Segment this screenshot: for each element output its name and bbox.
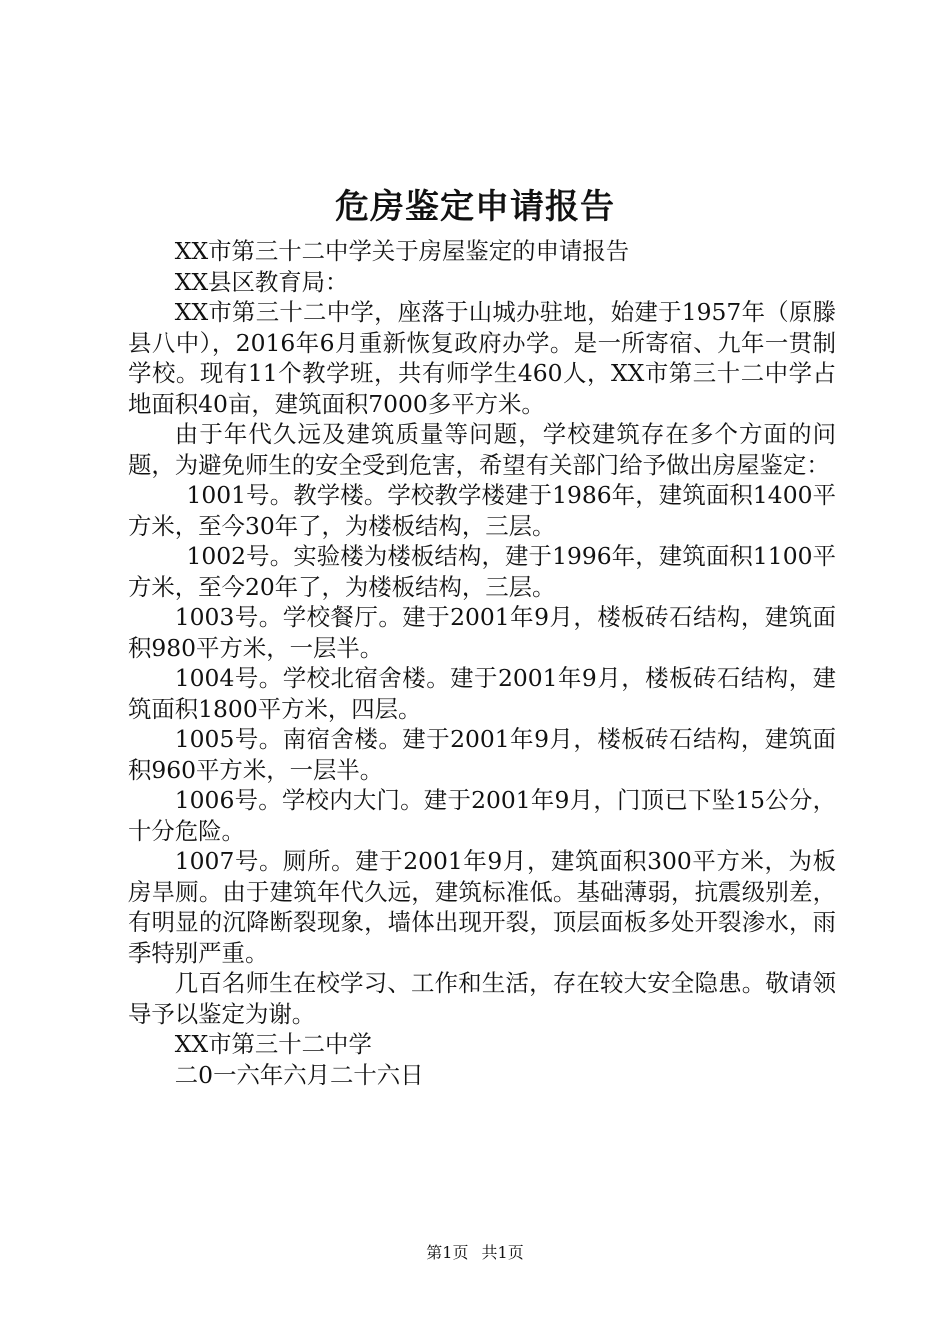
- paragraph-building-1006: 1006号。学校内大门。建于2001年9月，门顶已下坠15公分，十分危险。: [128, 786, 836, 845]
- paragraph-building-1004: 1004号。学校北宿舍楼。建于2001年9月，楼板砖石结构，建筑面积1800平方米，四层。: [128, 664, 836, 723]
- paragraph-recipient: XX县区教育局：: [174, 267, 349, 296]
- paragraph-building-1007: 1007号。厕所。建于2001年9月，建筑面积300平方米，为板房旱厕。由于建筑年代久远，建筑标准低。基础薄弱，抗震级别差，有明显的沉降断裂现象，墙体出现开裂，顶层面板多处开裂渗水，雨季特别严重。: [128, 847, 836, 967]
- page-footer: [0, 1242, 950, 1264]
- document-body: [128, 236, 836, 1090]
- page-total: 共1页: [481, 1243, 524, 1262]
- paragraph-building-1002: 1002号。实验楼为楼板结构，建于1996年，建筑面积1100平方米，至今20年了，为楼板结构，三层。: [128, 542, 836, 601]
- page-number: 第1页: [426, 1243, 469, 1262]
- paragraph-closing: 几百名师生在校学习、工作和生活，存在较大安全隐患。敬请领导予以鉴定为谢。: [128, 969, 836, 1028]
- paragraph-intro: XX市第三十二中学，座落于山城办驻地，始建于1957年（原滕县八中），2016年6月重新恢复政府办学。是一所寄宿、九年一贯制学校。现有11个教学班，共有师学生460人，XX市第三十二中学占地面积40亩，建筑面积7000多平方米。: [128, 298, 836, 418]
- signature-date: 二0一六年六月二十六日: [174, 1060, 424, 1089]
- paragraph-building-1005: 1005号。南宿舍楼。建于2001年9月，楼板砖石结构，建筑面积960平方米，一层半。: [128, 725, 836, 784]
- document-title: 危房鉴定申请报告: [335, 187, 615, 227]
- paragraph-heading: XX市第三十二中学关于房屋鉴定的申请报告: [174, 237, 630, 265]
- paragraph-building-1003: 1003号。学校餐厅。建于2001年9月，楼板砖石结构，建筑面积980平方米，一层半。: [128, 603, 836, 662]
- paragraph-reason: 由于年代久远及建筑质量等问题，学校建筑存在多个方面的问题，为避免师生的安全受到危害，希望有关部门给予做出房屋鉴定：: [128, 420, 836, 479]
- paragraph-building-1001: 1001号。教学楼。学校教学楼建于1986年，建筑面积1400平方米，至今30年了，为楼板结构，三层。: [128, 481, 836, 540]
- signature-school: XX市第三十二中学: [174, 1030, 372, 1058]
